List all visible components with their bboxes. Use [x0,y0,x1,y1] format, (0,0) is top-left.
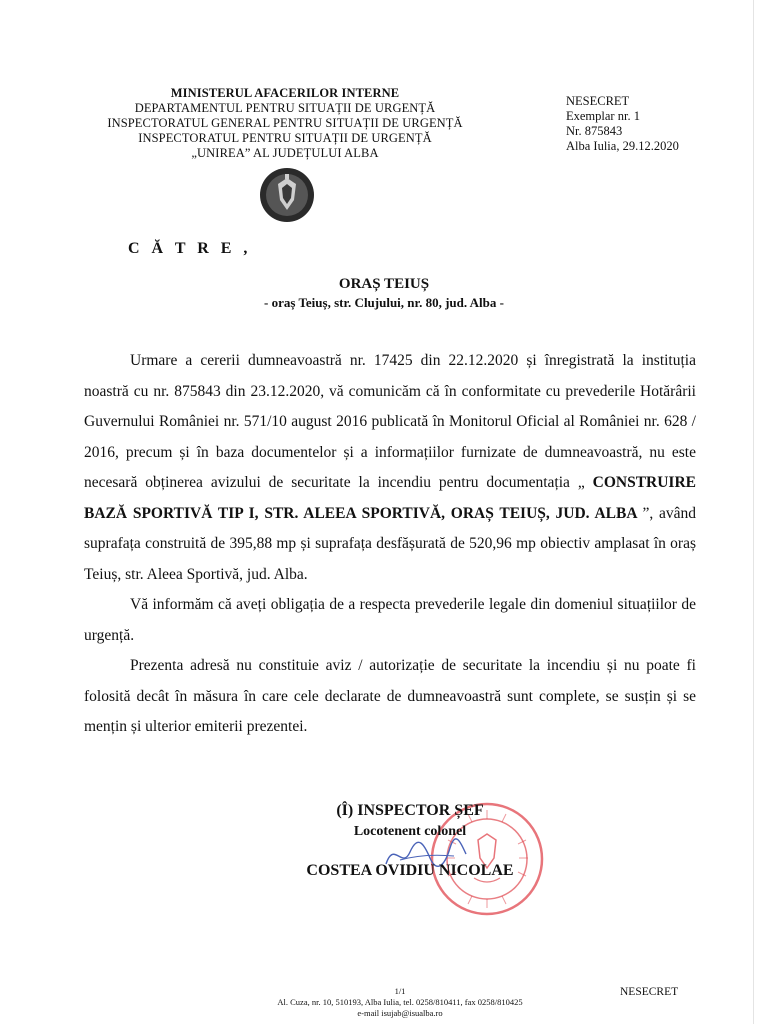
salutation: C Ă T R E , [128,240,252,257]
paragraph-disclaimer: Prezenta adresă nu constituie aviz / autorizație de securitate la incendiu și nu poate fi folosită decât în măsura în care cele declarate de dumneavoastră sunt complete, se susțin și se mențin și ulterior emiterii prezentei. [84,657,696,735]
place-date: Alba Iulia, 29.12.2020 [566,139,679,153]
signatory-name: COSTEA OVIDIU NICOLAE [306,862,514,879]
page-number: 1/1 [394,986,406,996]
signatory-title: (Î) INSPECTOR ȘEF [336,802,484,819]
paragraph-main-text-2: ”, având suprafața construită de 395,88 mp și suprafața desfășurată de 520,96 mp obiectiv amplasat în oraș Teiuș, str. Aleea Sportivă, jud. Alba. [84,504,697,583]
coat-of-arms-icon [258,166,316,224]
recipient-block [0,274,768,312]
registration-number: Nr. 875843 [566,124,623,138]
paragraph-main [84,346,696,590]
paragraph-main-text-1: Urmare a cererii dumneavoastră nr. 17425 din 22.12.2020 și înregistrată la instituția noastră cu nr. 875843 din 23.12.2020, vă comunicăm că în conformitate cu prevederile Hotărârii Guvernului României nr. 571/10 august 2016 publicată în Monitorul Oficial al României nr. 628 / 2016, precum și în baza documentelor și a informațiilor furnizate de dumneavoastră, nu este necesară obținerea avizului de securitate la incendiu pentru documentația „ [84,352,696,491]
footer-classification: NESECRET [620,986,679,998]
signature-block [270,800,550,882]
page-footer [200,986,600,1019]
general-inspectorate-line: INSPECTORATUL GENERAL PENTRU SITUAȚII DE URGENȚĂ [107,116,463,130]
county-line: „UNIREA” AL JUDEȚULUI ALBA [191,146,379,160]
project-title: CONSTRUIRE BAZĂ SPORTIVĂ TIP I, STR. ALEEA SPORTIVĂ, ORAȘ TEIUȘ, JUD. ALBA [84,474,696,522]
footer-address: Al. Cuza, nr. 10, 510193, Alba Iulia, tel. 0258/810411, fax 0258/810425 [277,997,523,1007]
recipient-address: - oraș Teiuș, str. Clujului, nr. 80, jud. Alba - [264,295,504,310]
issuer-header [80,86,490,161]
signatory-rank: Locotenent colonel [353,824,467,839]
document-meta [566,94,746,154]
recipient-name: ORAȘ TEIUȘ [338,276,430,292]
department-line: DEPARTAMENTUL PENTRU SITUAȚII DE URGENȚĂ [134,101,436,115]
letter-body [84,346,696,743]
ministry-line: MINISTERUL AFACERILOR INTERNE [170,86,400,100]
copy-number: Exemplar nr. 1 [566,109,640,123]
inspectorate-line: INSPECTORATUL PENTRU SITUAȚII DE URGENȚĂ [138,131,432,145]
paragraph-obligations: Vă informăm că aveți obligația de a respecta prevederile legale din domeniul situațiilor de urgență. [84,596,696,644]
classification-label: NESECRET [566,94,630,108]
page-edge [753,0,754,1024]
footer-email: e-mail isujab@isualba.ro [357,1008,443,1018]
